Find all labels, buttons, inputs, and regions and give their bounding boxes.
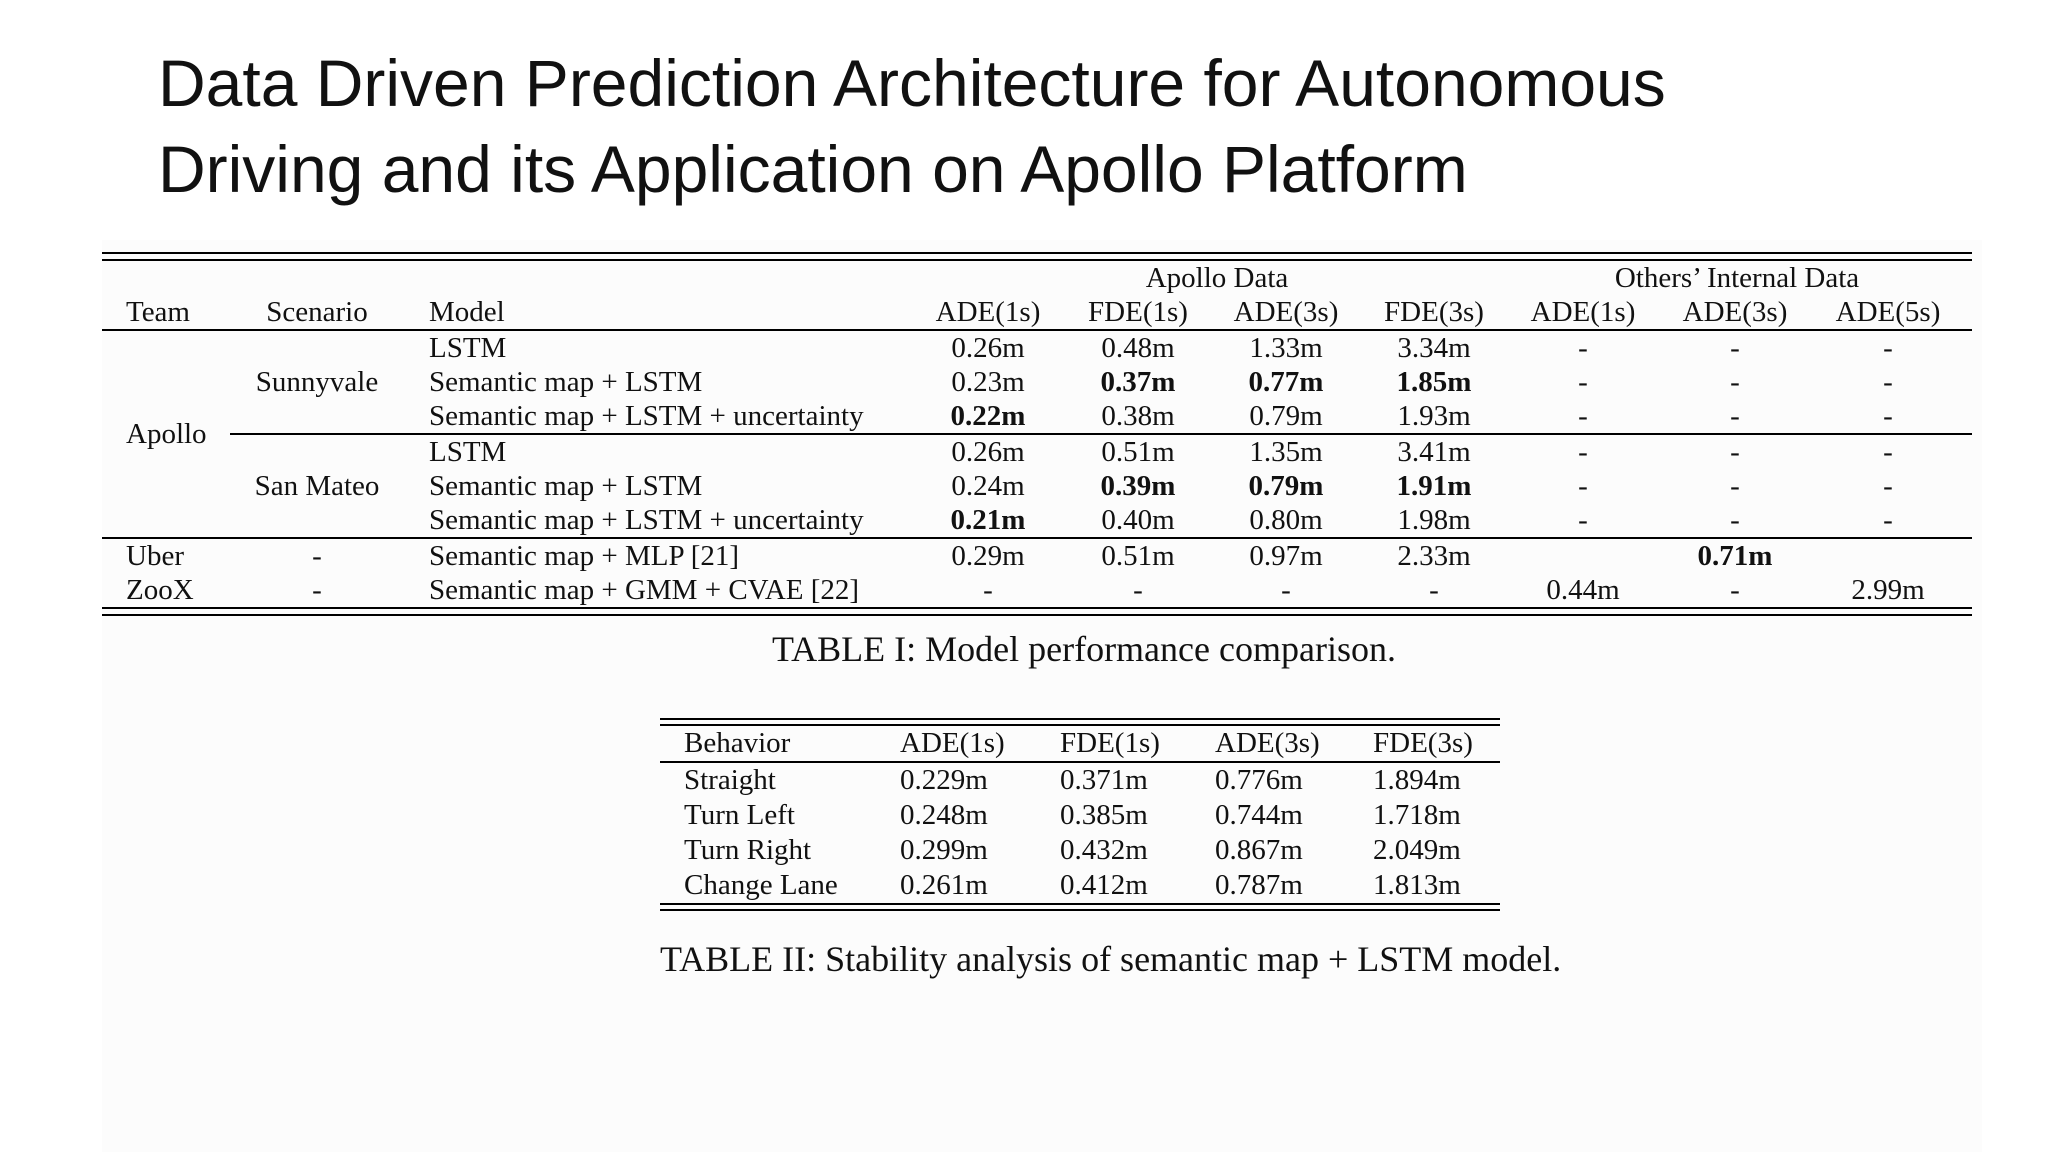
slide-title-line-2: Driving and its Application on Apollo Platform [158, 132, 1468, 206]
slide-title-line-1: Data Driven Prediction Architecture for Autonomous [158, 46, 1666, 120]
cell-others-ade-3s: - [1730, 436, 1740, 468]
table-2-bottom-rule [660, 903, 1500, 911]
table-header-row [102, 295, 1972, 329]
table-bottom-rule [102, 607, 1972, 616]
cell-fde-1s: 0.432m [1060, 834, 1148, 866]
table-row [660, 833, 1500, 868]
cell-others-ade-3s: - [1730, 332, 1740, 364]
table-row [102, 365, 1972, 399]
table-row [102, 331, 1972, 365]
cell-model: Semantic map + LSTM [429, 470, 703, 502]
table-1-caption: TABLE I: Model performance comparison. [772, 629, 1396, 669]
table-row [660, 763, 1500, 798]
cell-team: ZooX [126, 574, 194, 606]
cell-team: Uber [126, 540, 184, 572]
cell-fde-1s: 0.412m [1060, 869, 1148, 901]
scenario-label-sunnyvale: Sunnyvale [255, 366, 379, 398]
table-row [102, 469, 1972, 503]
cell-ade-1s: 0.261m [900, 869, 988, 901]
table-group-header-row [102, 261, 1972, 295]
cell-apollo-fde-3s: 3.34m [1397, 332, 1471, 364]
cell-apollo-ade-1s: 0.21m [950, 504, 1026, 536]
cell-apollo-ade-3s: - [1281, 574, 1291, 606]
cell-behavior: Change Lane [684, 869, 838, 901]
cell-apollo-fde-3s: 1.98m [1397, 504, 1471, 536]
cell-apollo-ade-3s: 0.80m [1249, 504, 1323, 536]
cell-others-ade-3s: - [1730, 574, 1740, 606]
cell-apollo-ade-3s: 0.77m [1248, 366, 1324, 398]
cell-model: Semantic map + MLP [21] [429, 540, 740, 572]
cell-scenario: - [312, 574, 322, 606]
table-row [102, 573, 1972, 607]
cell-apollo-fde-1s: 0.37m [1100, 366, 1176, 398]
cell-others-ade-5s: - [1883, 436, 1893, 468]
cell-others-ade-5s: - [1883, 470, 1893, 502]
cell-apollo-ade-1s: 0.22m [950, 400, 1026, 432]
table-model-performance [102, 252, 1972, 616]
cell-apollo-ade-3s: 0.97m [1249, 540, 1323, 572]
cell-others-ade-5s: - [1883, 504, 1893, 536]
column-header-apollo-fde-3s: FDE(3s) [1384, 296, 1484, 328]
cell-apollo-fde-3s: 1.93m [1397, 400, 1471, 432]
column-header-behavior: Behavior [684, 727, 791, 759]
column-header-fde-3s: FDE(3s) [1373, 727, 1473, 759]
cell-fde-1s: 0.385m [1060, 799, 1148, 831]
cell-others-ade-1s: 0.44m [1546, 574, 1620, 606]
column-header-model: Model [429, 296, 505, 328]
column-header-apollo-fde-1s: FDE(1s) [1088, 296, 1188, 328]
column-header-others-ade-1s: ADE(1s) [1530, 296, 1636, 328]
cell-model: Semantic map + LSTM [429, 366, 703, 398]
table-2-body [660, 763, 1500, 903]
cell-apollo-fde-3s: 2.33m [1397, 540, 1471, 572]
table-2-top-rule [660, 718, 1500, 726]
cell-apollo-fde-1s: 0.51m [1101, 540, 1175, 572]
scenario-label-san-mateo: San Mateo [254, 470, 380, 502]
cell-fde-3s: 1.718m [1373, 799, 1461, 831]
cell-ade-1s: 0.229m [900, 764, 988, 796]
table-row [660, 798, 1500, 833]
cell-apollo-fde-3s: 3.41m [1397, 436, 1471, 468]
cell-ade-3s: 0.787m [1215, 869, 1303, 901]
cell-apollo-fde-1s: 0.39m [1100, 470, 1176, 502]
column-header-fde-1s: FDE(1s) [1060, 727, 1160, 759]
column-header-apollo-ade-1s: ADE(1s) [935, 296, 1041, 328]
cell-others-ade-1s: - [1578, 504, 1588, 536]
cell-others-ade-5s: 2.99m [1851, 574, 1925, 606]
cell-apollo-ade-1s: 0.26m [951, 436, 1025, 468]
cell-others-ade-3s: - [1730, 504, 1740, 536]
group-header-others-data: Others’ Internal Data [1614, 262, 1860, 294]
cell-apollo-ade-3s: 0.79m [1248, 470, 1324, 502]
cell-ade-1s: 0.299m [900, 834, 988, 866]
cell-behavior: Turn Right [684, 834, 812, 866]
table-row [102, 435, 1972, 469]
cell-apollo-fde-3s: 1.85m [1396, 366, 1472, 398]
cell-others-ade-3s: 0.71m [1697, 540, 1773, 572]
cell-others-ade-3s: - [1730, 366, 1740, 398]
team-label-apollo: Apollo [126, 418, 207, 450]
slide-title [158, 40, 1978, 212]
column-header-scenario: Scenario [266, 296, 368, 328]
column-header-others-ade-5s: ADE(5s) [1835, 296, 1941, 328]
table-row [102, 539, 1972, 573]
column-header-ade-1s: ADE(1s) [900, 727, 1005, 759]
cell-apollo-fde-3s: - [1429, 574, 1439, 606]
cell-model: Semantic map + GMM + CVAE [22] [429, 574, 860, 606]
cell-model: Semantic map + LSTM + uncertainty [429, 504, 864, 536]
table-stability-analysis [660, 718, 1500, 911]
cell-others-ade-5s: - [1883, 400, 1893, 432]
cell-model: LSTM [429, 332, 507, 364]
cell-others-ade-5s: - [1883, 366, 1893, 398]
cell-behavior: Straight [684, 764, 776, 796]
cell-ade-3s: 0.867m [1215, 834, 1303, 866]
cell-model: LSTM [429, 436, 507, 468]
group-header-apollo-data: Apollo Data [1145, 262, 1289, 294]
cell-apollo-fde-1s: 0.38m [1101, 400, 1175, 432]
cell-behavior: Turn Left [684, 799, 795, 831]
cell-apollo-ade-1s: - [983, 574, 993, 606]
team-connector-rule [230, 433, 240, 435]
cell-apollo-ade-1s: 0.29m [951, 540, 1025, 572]
cell-fde-3s: 1.894m [1373, 764, 1461, 796]
cell-apollo-fde-3s: 1.91m [1396, 470, 1472, 502]
column-header-apollo-ade-3s: ADE(3s) [1233, 296, 1339, 328]
cell-others-ade-3s: - [1730, 470, 1740, 502]
table-top-rule [102, 252, 1972, 261]
cell-apollo-ade-3s: 0.79m [1249, 400, 1323, 432]
table-2-header-row [660, 726, 1500, 761]
cell-model: Semantic map + LSTM + uncertainty [429, 400, 864, 432]
column-header-ade-3s: ADE(3s) [1215, 727, 1320, 759]
cell-ade-1s: 0.248m [900, 799, 988, 831]
cell-apollo-fde-1s: 0.48m [1101, 332, 1175, 364]
cell-apollo-ade-3s: 1.35m [1249, 436, 1323, 468]
cell-ade-3s: 0.744m [1215, 799, 1303, 831]
cell-apollo-fde-1s: 0.40m [1101, 504, 1175, 536]
cell-fde-3s: 2.049m [1373, 834, 1461, 866]
cell-others-ade-3s: - [1730, 400, 1740, 432]
cell-others-ade-1s: - [1578, 470, 1588, 502]
cell-others-ade-1s: - [1578, 332, 1588, 364]
cell-scenario: - [312, 540, 322, 572]
table-body [102, 331, 1972, 607]
cell-apollo-ade-1s: 0.26m [951, 332, 1025, 364]
cell-apollo-fde-1s: - [1133, 574, 1143, 606]
table-row [102, 503, 1972, 537]
cell-apollo-ade-3s: 1.33m [1249, 332, 1323, 364]
cell-apollo-fde-1s: 0.51m [1101, 436, 1175, 468]
cell-apollo-ade-1s: 0.23m [951, 366, 1025, 398]
cell-apollo-ade-1s: 0.24m [951, 470, 1025, 502]
cell-fde-3s: 1.813m [1373, 869, 1461, 901]
table-row [660, 868, 1500, 903]
cell-others-ade-1s: - [1578, 400, 1588, 432]
column-header-others-ade-3s: ADE(3s) [1682, 296, 1788, 328]
cell-ade-3s: 0.776m [1215, 764, 1303, 796]
cell-others-ade-1s: - [1578, 366, 1588, 398]
table-2-caption: TABLE II: Stability analysis of semantic map + LSTM model. [660, 939, 1562, 979]
column-header-team: Team [126, 296, 190, 328]
cell-others-ade-1s: - [1578, 436, 1588, 468]
table-row [102, 399, 1972, 433]
cell-fde-1s: 0.371m [1060, 764, 1148, 796]
cell-others-ade-5s: - [1883, 332, 1893, 364]
